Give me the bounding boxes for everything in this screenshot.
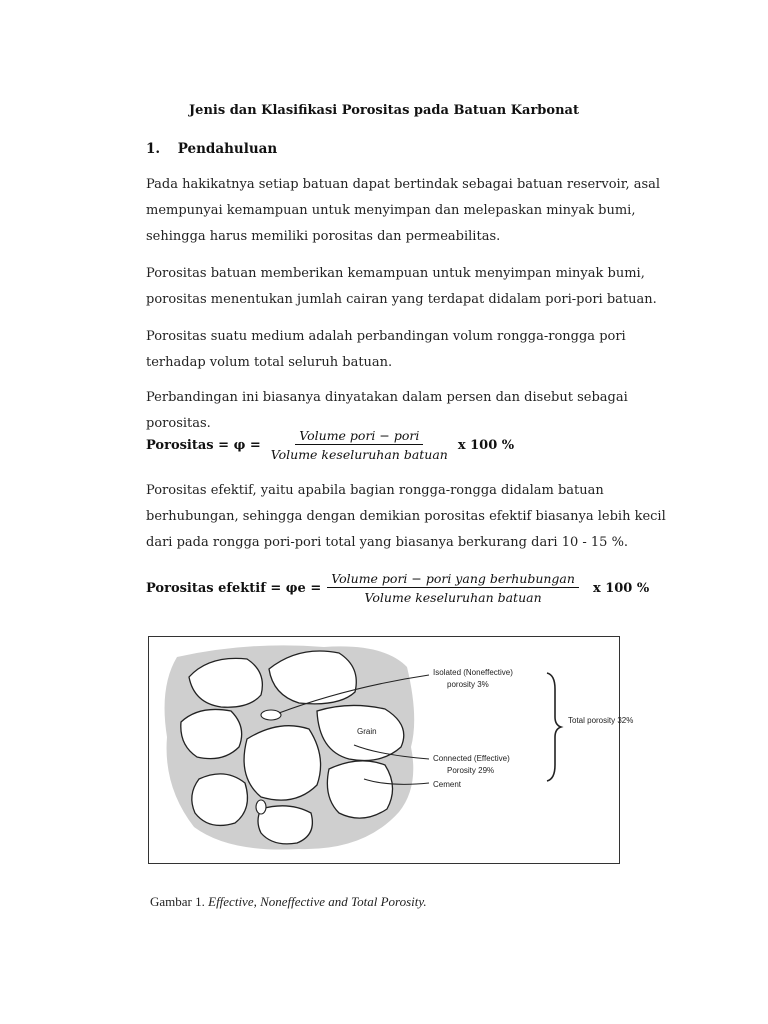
caption-title: Effective, Noneffective and Total Porosity. (208, 894, 427, 909)
isolated-pore (261, 710, 281, 720)
grain-6 (327, 761, 392, 818)
paragraph-2: Porositas batuan memberikan kemampuan untuk menyimpan minyak bumi, porositas menentukan jumlah cairan yang terdapat didalam pori-pori batuan. (146, 266, 657, 307)
label-connected-1: Connected (Effective) (433, 754, 510, 763)
isolated-pore-2 (256, 800, 266, 814)
porosity-figure (148, 636, 634, 864)
figure-caption (150, 894, 427, 910)
paragraph-1: Pada hakikatnya setiap batuan dapat bertindak sebagai batuan reservoir, asal mempunyai kemampuan untuk menyimpan dan melepaskan minyak bumi, sehingga harus memiliki porositas dan permeabilitas. (146, 177, 661, 244)
label-connected-2: Porosity 29% (447, 766, 495, 775)
paragraph-5: Porositas efektif, yaitu apabila bagian rongga-rongga didalam batuan berhubungan, sehingga dengan demikian porositas efektif biasanya lebih kecil dari pada rongga pori-pori total yang biasanya berkurang dari 10 - 15 %. (146, 483, 666, 550)
grain-7 (192, 774, 248, 826)
porosity-diagram (149, 637, 634, 862)
document-title: Jenis dan Klasifikasi Porositas pada Batuan Karbonat (189, 103, 579, 118)
formula2-rhs: x 100 % (592, 580, 650, 596)
grain-5 (244, 726, 321, 800)
label-total: Total porosity 32% (568, 716, 634, 725)
section-title: Pendahuluan (177, 141, 278, 157)
formula2-numerator: Volume pori − pori yang berhubungan (327, 571, 579, 588)
paragraph-3: Porositas suatu medium adalah perbandingan volum rongga-rongga pori terhadap volum total seluruh batuan. (146, 329, 626, 370)
grain-8 (258, 806, 312, 844)
porosity-formula (146, 428, 514, 462)
section-heading (146, 141, 277, 157)
label-grain: Grain (357, 727, 377, 736)
total-brace (547, 673, 561, 781)
formula2-denominator: Volume keseluruhan batuan (364, 590, 542, 605)
formula-rhs: x 100 % (457, 437, 515, 453)
caption-prefix: Gambar 1. (150, 894, 205, 909)
formula-numerator: Volume pori − pori (295, 428, 423, 445)
formula-lhs: Porositas = φ = (146, 437, 261, 453)
formula2-fraction (327, 571, 579, 605)
section-number: 1. (146, 141, 161, 157)
formula-denominator: Volume keseluruhan batuan (270, 447, 448, 462)
grain-3 (181, 709, 242, 758)
label-isolated-1: Isolated (Noneffective) (433, 668, 513, 677)
label-isolated-2: porosity 3% (447, 680, 489, 689)
effective-porosity-formula (146, 571, 649, 605)
formula2-lhs: Porositas efektif = φe = (146, 580, 322, 596)
formula-fraction (267, 428, 452, 462)
paragraph-4: Perbandingan ini biasanya dinyatakan dalam persen dan disebut sebagai porositas. (146, 390, 628, 431)
label-cement: Cement (433, 780, 462, 789)
